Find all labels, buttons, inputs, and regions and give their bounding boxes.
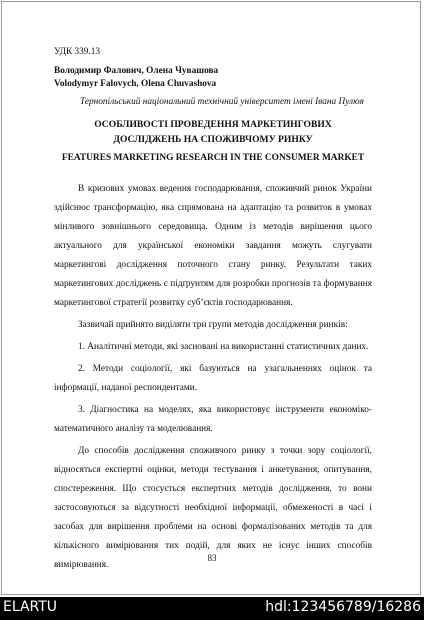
authors-ua: Володимир Фалович, Олена Чувашова	[54, 66, 219, 76]
paragraph: 2. Методи соціології, які базуються на узагальненнях оцінок та інформації, наданої респондентами.	[54, 364, 372, 393]
title-en: FEATURES MARKETING RESEARCH IN THE CONSUMER MARKET	[61, 153, 365, 163]
paragraph: В кризових умовах ведення господарювання, споживчий ринок України здійснює трансформацію, яка спрямована на адаптацію та розвиток в умовах мінливого зовнішнього середовища. Одним із методів вирішення цього актуального для української економіки завдання можуть слугувати маркетингові дослідження поточного стану ринку. Результати таких маркетингових досліджень є підґрунтям для розробки прогнозів та формування маркетингової стратегії розвитку суб’єктів господарювання.	[54, 184, 372, 308]
paragraph: 3. Діагностика на моделях, яка використовує інструменти економіко-математичного аналізу та моделювання.	[54, 405, 372, 434]
page-number: 83	[207, 553, 217, 563]
title-ua: ОСОБЛИВОСТІ ПРОВЕДЕННЯ МАРКЕТИНГОВИХ ДОСЛІДЖЕНЬ НА СПОЖИВЧОМУ РИНКУ	[94, 119, 332, 145]
repository-name: ELARTU	[3, 599, 58, 615]
paragraph: 1. Аналітичні методи, які засновані на використанні статистичних даних.	[78, 342, 369, 352]
body-text	[54, 180, 372, 575]
authors-en: Volodymyr Falovych, Olena Chuvashova	[54, 79, 217, 89]
handle-link[interactable]: hdl:123456789/16286	[265, 599, 421, 615]
udk-code: УДК 339.13	[54, 47, 101, 57]
paragraph: До способів дослідження споживчого ринку з точки зору соціології, відносяться експертні оцінки, методи тестування і анкетування, опитування, спостереження. Що стосується експертних методів дослідження, то вони застосовуються за відсутності необхідної інформації, обмеженості в часі і засобах для вирішення проблеми на основі формалізованих методів та для кількісного вимірювання тих подій, для яких не існує інших способів вимірювання.	[54, 446, 372, 570]
affiliation: Тернопільський національний технічний університет імені Івана Пулюя	[80, 97, 364, 107]
paragraph: Зазвичай прийнято виділяти три групи методів дослідження ринків:	[78, 320, 348, 330]
document-content	[54, 46, 372, 578]
footer-bar	[0, 597, 424, 620]
